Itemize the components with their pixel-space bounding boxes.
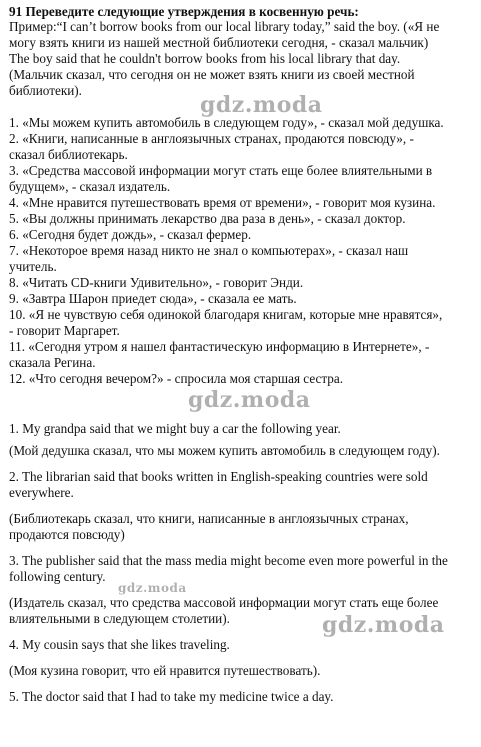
task-item: 5. «Вы должны принимать лекарство два раза в день», - сказал доктор. xyxy=(9,211,406,226)
task-item: 8. «Читать CD-книги Удивительно», - говорит Энди. xyxy=(9,275,304,290)
task-item: сказала Регина. xyxy=(9,355,96,370)
task-item: 9. «Завтра Шарон приедет сюда», - сказала ее мать. xyxy=(9,291,297,306)
task-item: 1. «Мы можем купить автомобиль в следующем году», - сказал мой дедушка. xyxy=(9,115,444,130)
task-item: учитель. xyxy=(9,259,57,274)
example-line: могу взять книги из нашей местной библиотеки сегодня, - сказал мальчик) xyxy=(9,35,429,50)
task-item: 6. «Сегодня будет дождь», - сказал фермер. xyxy=(9,227,252,242)
task-item: 10. «Я не чувствую себя одинокой благодаря книгам, которые мне нравятся», xyxy=(9,307,443,322)
answer-line: (Моя кузина говорит, что ей нравится путешествовать). xyxy=(9,663,321,678)
answer-line: 2. The librarian said that books written in English-speaking countries were sold xyxy=(9,469,428,484)
watermark: gdz.moda xyxy=(200,92,323,118)
example-line: The boy said that he couldn't borrow books from his local library that day. xyxy=(9,51,401,66)
watermark: gdz.moda xyxy=(188,387,311,413)
task-item: будущем», - сказал издатель. xyxy=(9,179,171,194)
task-item: 11. «Сегодня утром я нашел фантастическую информацию в Интернете», - xyxy=(9,339,430,354)
answer-line: (Библиотекарь сказал, что книги, написанные в англоязычных странах, xyxy=(9,511,409,526)
task-item: 2. «Книги, написанные в англоязычных странах, продаются повсюду», - xyxy=(9,131,414,146)
task-item: сказал библиотекарь. xyxy=(9,147,128,162)
task-item: 4. «Мне нравится путешествовать время от времени», - говорит моя кузина. xyxy=(9,195,436,210)
task-item: 3. «Средства массовой информации могут стать еще более влиятельными в xyxy=(9,163,433,178)
answer-line: everywhere. xyxy=(9,485,74,500)
answer-line: 5. The doctor said that I had to take my medicine twice a day. xyxy=(9,689,334,704)
task-item: - говорит Маргарет. xyxy=(9,323,120,338)
answer-line: 3. The publisher said that the mass media might become even more powerful in the xyxy=(9,553,448,568)
example-line: Пример:“I can’t borrow books from our local library today,” said the boy. («Я не xyxy=(9,19,440,34)
answer-line: 4. My cousin says that she likes traveling. xyxy=(9,637,230,652)
example-line: библиотеки). xyxy=(9,83,82,98)
answer-line: 1. My grandpa said that we might buy a car the following year. xyxy=(9,421,341,436)
answer-line: following century. xyxy=(9,569,106,584)
answer-line: (Мой дедушка сказал, что мы можем купить автомобиль в следующем году). xyxy=(9,443,440,458)
answer-line: влиятельными в следующем столетии). xyxy=(9,611,230,626)
answer-line: продаются повсюду) xyxy=(9,527,125,542)
answer-line: (Издатель сказал, что средства массовой информации могут стать еще более xyxy=(9,595,439,610)
example-line: (Мальчик сказал, что сегодня он не может взять книги из своей местной xyxy=(9,67,415,82)
watermark: gdz.moda xyxy=(118,581,187,595)
watermark: gdz.moda xyxy=(322,612,445,638)
task-item: 7. «Некоторое время назад никто не знал о компьютерах», - сказал наш xyxy=(9,243,409,258)
task-heading: 91 Переведите следующие утверждения в косвенную речь: xyxy=(9,4,359,19)
task-item: 12. «Что сегодня вечером?» - спросила моя старшая сестра. xyxy=(9,371,344,386)
